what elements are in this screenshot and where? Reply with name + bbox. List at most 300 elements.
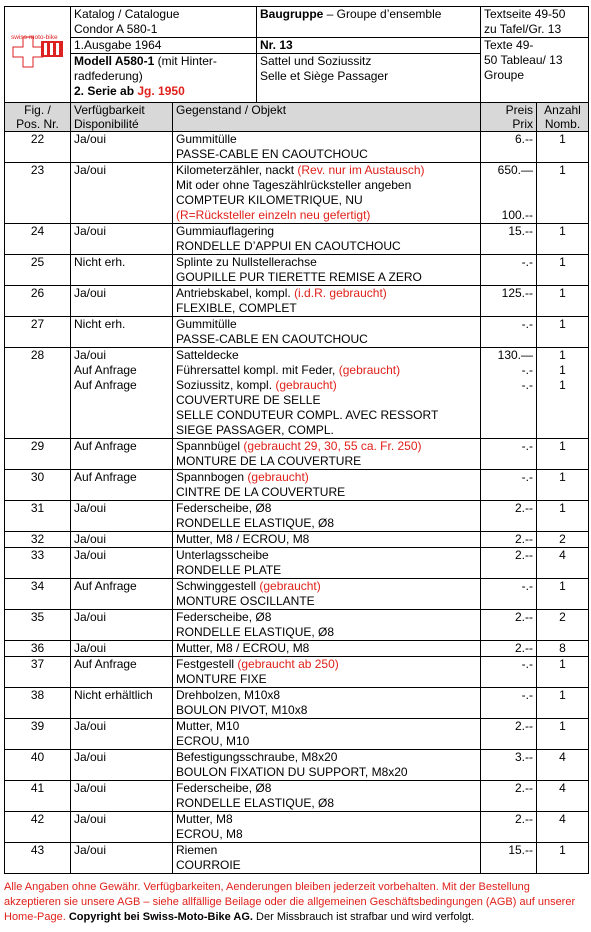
disclaimer-text: Alle Angaben ohne Gewähr. Verfügbarkeiten, Aenderungen bleiben jederzeit vorbehalten. Mit der Bestellung akzeptieren sie unsere AGB – siehe allfällige Beilage oder die allgemeinen Geschäftsbedingungen (AGB) auf unserer Home-Page. [4,881,576,923]
description-cell [173,224,481,255]
availability-cell [71,750,173,781]
quantity-cell [537,317,589,348]
description-cell [173,348,481,439]
description-text: FLEXIBLE, COMPLET [176,301,297,315]
pos-cell [5,286,71,317]
availability-cell [71,781,173,812]
avail-line: Ja/oui [74,843,107,857]
avail-line: Auf Anfrage [74,657,137,671]
pos-cell [5,579,71,610]
price-line: 2.-- [515,501,533,515]
pos-cell [5,657,71,688]
price-line: 100.-- [501,208,533,222]
price-cell [481,501,537,532]
price-cell [481,439,537,470]
texte-cell [481,38,589,104]
description-text: Federscheibe, Ø8 [176,501,272,515]
textseite-line2: zu Tafel/Gr. 13 [484,22,562,36]
price-cell [481,688,537,719]
avail-line: Ja/oui [74,501,107,515]
qty-line: 4 [559,548,566,562]
quantity-cell [537,641,589,657]
group-desc-cell [257,54,481,104]
pos-cell [5,501,71,532]
copyright-text: Copyright bei Swiss-Moto-Bike AG. [65,911,253,923]
table-row [5,501,589,532]
quantity-cell [537,255,589,286]
price-cell [481,781,537,812]
description-text: Befestigungsschraube, M8x20 [176,750,338,764]
description-cell [173,812,481,843]
price-line: 2.-- [515,812,533,826]
description-cell [173,657,481,688]
description-text: CINTRE DE LA COUVERTURE [176,485,346,499]
table-header-row [5,103,589,132]
price-cell [481,348,537,439]
price-line: -.- [521,657,533,671]
pos-cell [5,532,71,548]
col-item-header: Gegenstand / Objekt [173,103,481,132]
textseite-line1: Textseite 49-50 [484,7,566,21]
price-cell [481,470,537,501]
price-line: 15.-- [508,224,533,238]
pos-number: 35 [30,610,45,624]
quantity-cell [537,439,589,470]
avail-line: Ja/oui [74,719,107,733]
qty-line: 4 [559,750,566,764]
group-name-de: Sattel und Soziussitz [260,54,372,68]
description-note: (gebraucht) [259,579,321,593]
col-fig-header: Fig. / Pos. Nr. [5,103,71,132]
table-row [5,532,589,548]
availability-cell [71,532,173,548]
description-note: (gebraucht) [338,363,401,377]
table-row [5,781,589,812]
price-cell [481,317,537,348]
quantity-cell [537,470,589,501]
qty-line: 1 [559,163,566,177]
pos-number: 34 [30,579,45,593]
pos-cell [5,439,71,470]
price-cell [481,657,537,688]
qty-line: 1 [559,317,566,331]
availability-cell [71,348,173,439]
description-cell [173,548,481,579]
table-row [5,255,589,286]
price-cell [481,224,537,255]
quantity-cell [537,132,589,163]
texte-line3: Groupe [484,68,525,82]
description-text: Gummiauflagering [176,224,275,238]
price-cell [481,610,537,641]
quantity-cell [537,286,589,317]
availability-cell [71,548,173,579]
quantity-cell [537,163,589,224]
quantity-cell [537,532,589,548]
group-title-cell [257,7,481,38]
pos-cell [5,641,71,657]
avail-line: Ja/oui [74,812,107,826]
avail-line: Auf Anfrage [74,470,137,484]
description-cell [173,843,481,874]
model-note-2: radfederung) [74,69,143,83]
qty-line: 1 [559,470,566,484]
series-label: 2. Serie ab [74,84,138,98]
quantity-cell [537,548,589,579]
pos-cell [5,317,71,348]
pos-number: 32 [30,532,45,546]
description-text: MONTURE FIXE [176,672,267,686]
avail-line: Nicht erh. [74,255,126,269]
table-row [5,750,589,781]
price-line: -.- [521,439,533,453]
pos-number: 29 [30,439,45,453]
description-text: Schwinggestell [176,579,260,593]
table-row [5,348,589,439]
pos-number: 24 [30,224,45,238]
description-cell [173,132,481,163]
price-cell [481,641,537,657]
description-text: MONTURE OSCILLANTE [176,594,315,608]
description-text: COMPTEUR KILOMETRIQUE, NU [176,193,363,207]
qty-line: 1 [559,224,566,238]
price-line: 125.-- [501,286,533,300]
price-line: 15.-- [508,843,533,857]
table-row [5,224,589,255]
description-text: RONDELLE ELASTIQUE, Ø8 [176,625,335,639]
catalog-title-cell [71,7,257,38]
pos-number: 28 [30,348,45,362]
description-cell [173,719,481,750]
availability-cell [71,470,173,501]
texte-line1: Texte 49- [484,38,534,52]
table-row [5,812,589,843]
qty-line: 1 [559,439,566,453]
description-text: Mit oder ohne Tageszählrücksteller angeben [176,178,412,192]
description-note: (gebraucht 29, 30, 55 ca. Fr. 250) [243,439,422,453]
pos-cell [5,548,71,579]
price-line: -.- [521,363,533,377]
description-text: Riemen [176,843,218,857]
qty-line: 1 [559,378,566,392]
description-text: Festgestell [176,657,238,671]
description-text: PASSE-CABLE EN CAOUTCHOUC [176,147,368,161]
description-note: (Rev. nur im Austausch) [297,163,425,177]
pos-cell [5,470,71,501]
description-text: Mutter, M10 [176,719,240,733]
pos-cell [5,224,71,255]
availability-cell [71,657,173,688]
qty-line: 1 [559,719,566,733]
pos-number: 30 [30,470,45,484]
description-note: (gebraucht ab 250) [237,657,339,671]
price-line [484,178,533,193]
description-cell [173,255,481,286]
price-cell [481,719,537,750]
group-name-fr: Selle et Siège Passager [260,69,389,83]
price-line: 130.— [497,348,533,362]
logo-text: swiss-moto-bike [11,34,58,41]
availability-cell [71,286,173,317]
description-note: (i.d.R. gebraucht) [294,286,387,300]
table-row [5,286,589,317]
avail-line: Ja/oui [74,224,107,238]
table-row [5,641,589,657]
quantity-cell [537,224,589,255]
pos-cell [5,719,71,750]
group-label: Baugruppe [260,7,324,21]
edition-cell [71,38,257,54]
description-text: Gummitülle [176,317,237,331]
avail-line: Ja/oui [74,548,107,562]
description-text: ECROU, M10 [176,734,250,748]
availability-cell [71,843,173,874]
pos-cell [5,255,71,286]
catalog-model: Condor A 580-1 [74,22,158,36]
qty-line: 1 [559,255,566,269]
description-text: PASSE-CABLE EN CAOUTCHOUC [176,332,368,346]
price-cell [481,286,537,317]
qty-line: 1 [559,501,566,515]
pos-number: 43 [30,843,45,857]
qty-line: 4 [559,812,566,826]
model-note: (mit Hinter- [154,54,217,68]
pos-cell [5,843,71,874]
description-text: Führersattel kompl. mit Feder, [176,363,339,377]
avail-line: Ja/oui [74,163,107,177]
avail-line: Ja/oui [74,750,107,764]
table-row [5,470,589,501]
description-note: (gebraucht) [275,378,337,392]
description-text: Spannbügel [176,439,244,453]
description-text: ECROU, M8 [176,827,243,841]
quantity-cell [537,750,589,781]
availability-cell [71,255,173,286]
pos-number: 36 [30,641,45,655]
avail-line: Auf Anfrage [74,439,137,453]
description-text: COURROIE [176,858,241,872]
pos-number: 39 [30,719,45,733]
price-cell [481,579,537,610]
avail-line: Ja/oui [74,348,107,362]
description-text: BOULON FIXATION DU SUPPORT, M8x20 [176,765,408,779]
price-cell [481,532,537,548]
col-qty-header: Anzahl Nomb. [537,103,589,132]
model-name: Modell A580-1 [74,54,155,68]
table-row [5,688,589,719]
pos-cell [5,163,71,224]
qty-line: 2 [559,532,566,546]
description-cell [173,439,481,470]
description-text: Mutter, M8 [176,812,233,826]
availability-cell [71,812,173,843]
qty-line: 2 [559,610,566,624]
availability-cell [71,610,173,641]
avail-line: Auf Anfrage [74,363,137,377]
quantity-cell [537,812,589,843]
description-cell [173,610,481,641]
availability-cell [71,132,173,163]
group-nr-cell [257,38,481,54]
description-text: Gummitülle [176,132,237,146]
pos-cell [5,348,71,439]
pos-cell [5,750,71,781]
model-cell [71,54,257,104]
price-cell [481,548,537,579]
avail-line: Ja/oui [74,781,107,795]
description-text: RONDELLE ELASTIQUE, Ø8 [176,516,335,530]
price-line: -.- [521,579,533,593]
description-text: Drehbolzen, M10x8 [176,688,281,702]
price-line: 2.-- [515,781,533,795]
description-text: Spannbogen [176,470,248,484]
description-cell [173,470,481,501]
description-text: Antriebskabel, kompl. [176,286,295,300]
availability-cell [71,641,173,657]
price-cell [481,750,537,781]
description-cell [173,641,481,657]
price-line: 2.-- [515,548,533,562]
table-row [5,163,589,224]
description-note: (gebraucht) [247,470,309,484]
parts-table [4,102,589,874]
availability-cell [71,439,173,470]
description-text: Splinte zu Nullstellerachse [176,255,317,269]
avail-line: Ja/oui [74,641,107,655]
avail-line: Auf Anfrage [74,378,137,392]
description-text: Mutter, M8 / ECROU, M8 [176,641,310,655]
series-year: Jg. 1950 [137,84,185,98]
availability-cell [71,579,173,610]
pos-number: 22 [30,132,45,146]
description-text: Federscheibe, Ø8 [176,781,272,795]
table-row [5,317,589,348]
quantity-cell [537,579,589,610]
pos-number: 27 [30,317,45,331]
price-line: 3.-- [515,750,533,764]
pos-number: 31 [30,501,45,515]
description-text: RONDELLE D’APPUI EN CAOUTCHOUC [176,239,401,253]
catalog-header [4,6,589,104]
quantity-cell [537,657,589,688]
pos-cell [5,610,71,641]
pos-cell [5,132,71,163]
price-line: 2.-- [515,719,533,733]
qty-line: 1 [559,132,566,146]
quantity-cell [537,688,589,719]
pos-number: 38 [30,688,45,702]
description-text: Soziussitz, kompl. [176,378,276,392]
disclaimer-footer [4,880,588,925]
price-line: -.- [521,317,533,331]
price-line: 2.-- [515,610,533,624]
qty-line: 1 [559,688,566,702]
table-row [5,579,589,610]
availability-cell [71,719,173,750]
description-text: MONTURE DE LA COUVERTURE [176,454,362,468]
price-line: 2.-- [515,532,533,546]
price-cell [481,163,537,224]
misuse-text: Der Missbrauch ist strafbar und wird verfolgt. [252,911,475,923]
description-text: Kilometerzähler, nackt [176,163,298,177]
description-cell [173,579,481,610]
price-cell [481,255,537,286]
price-cell [481,843,537,874]
description-text: Satteldecke [176,348,239,362]
qty-line: 1 [559,657,566,671]
price-line: -.- [521,688,533,702]
description-note: (R=Rücksteller einzeln neu gefertigt) [176,208,371,222]
price-line [484,193,533,208]
table-row [5,657,589,688]
qty-line: 4 [559,781,566,795]
group-label-fr: – Groupe d’ensemble [323,7,442,21]
swiss-moto-bike-logo [9,23,69,83]
pos-cell [5,781,71,812]
qty-line: 1 [559,286,566,300]
price-line: -.- [521,470,533,484]
quantity-cell [537,610,589,641]
qty-line: 1 [559,348,566,362]
description-cell [173,532,481,548]
description-cell [173,163,481,224]
pos-number: 25 [30,255,45,269]
description-text: COUVERTURE DE SELLE [176,393,321,407]
description-cell [173,501,481,532]
availability-cell [71,224,173,255]
description-text: Federscheibe, Ø8 [176,610,272,624]
avail-line: Ja/oui [74,286,107,300]
price-cell [481,812,537,843]
table-row [5,719,589,750]
price-line: -.- [521,378,533,392]
qty-line: 1 [559,363,566,377]
pos-number: 40 [30,750,45,764]
avail-line: Ja/oui [74,132,107,146]
price-line: 650.— [497,163,533,177]
availability-cell [71,163,173,224]
pos-number: 23 [30,163,45,177]
pos-number: 33 [30,548,45,562]
description-cell [173,781,481,812]
textseite-cell [481,7,589,38]
avail-line: Ja/oui [74,532,107,546]
price-line: 6.-- [515,132,533,146]
quantity-cell [537,719,589,750]
qty-line: 1 [559,579,566,593]
catalog-label: Katalog / Catalogue [74,7,180,21]
description-text: RONDELLE ELASTIQUE, Ø8 [176,796,335,810]
availability-cell [71,317,173,348]
availability-cell [71,688,173,719]
pos-number: 41 [30,781,45,795]
avail-line: Nicht erh. [74,317,126,331]
qty-line: 8 [559,641,566,655]
pos-cell [5,812,71,843]
description-text: GOUPILLE PUR TIERETTE REMISE A ZERO [176,270,422,284]
quantity-cell [537,348,589,439]
avail-line: Auf Anfrage [74,579,137,593]
col-avail-header: Verfügbarkeit Disponibilité [71,103,173,132]
pos-cell [5,688,71,719]
qty-line: 1 [559,843,566,857]
description-text: SIEGE PASSAGER, COMPL. [176,423,334,437]
avail-line: Ja/oui [74,610,107,624]
logo-cell [5,7,71,104]
price-line: -.- [521,255,533,269]
price-line: 2.-- [515,641,533,655]
table-row [5,610,589,641]
